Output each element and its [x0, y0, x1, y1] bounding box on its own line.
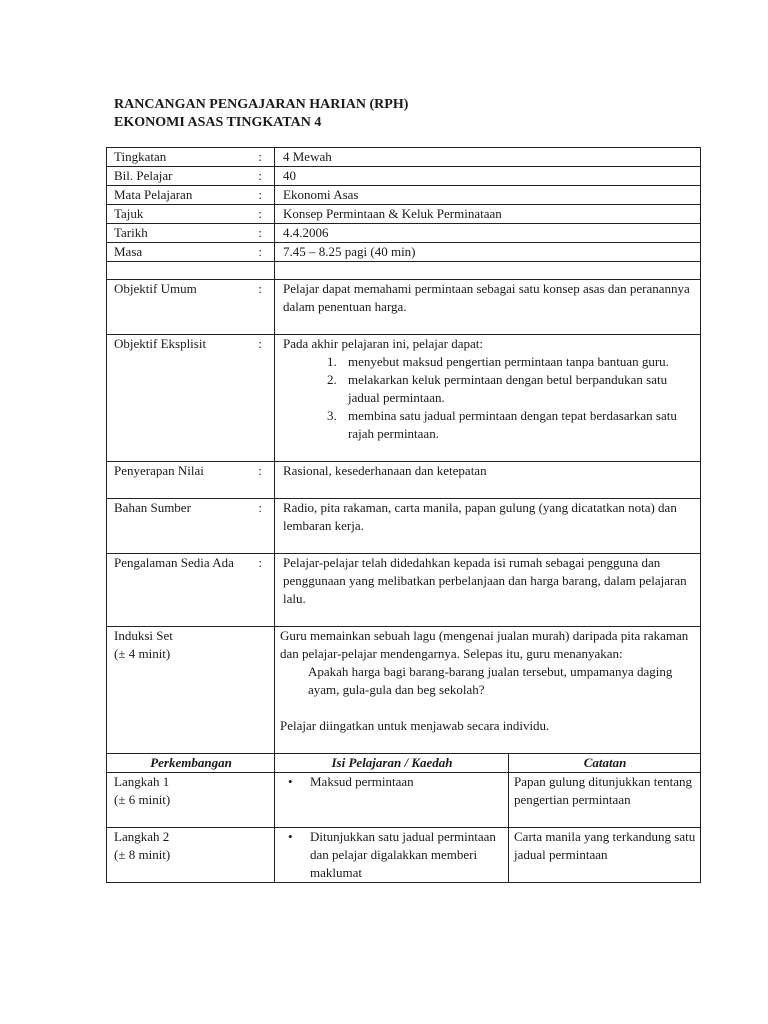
- bullet-icon: •: [288, 829, 293, 844]
- info-value: Ekonomi Asas: [275, 186, 701, 205]
- info-value: 40: [275, 167, 701, 186]
- row-time: (± 4 minit): [114, 646, 171, 661]
- header-catatan: Catatan: [509, 754, 701, 773]
- document-title: [114, 96, 408, 132]
- pengalaman-row: [107, 554, 701, 627]
- info-row: [107, 205, 701, 224]
- colon: :: [258, 206, 262, 221]
- header-isi-pelajaran: Isi Pelajaran / Kaedah: [275, 754, 509, 773]
- spacer-row: [107, 262, 701, 280]
- info-label: Mata Pelajaran: [114, 187, 193, 202]
- objektif-umum-row: [107, 280, 701, 335]
- row-label: Objektif Umum: [114, 281, 197, 296]
- step-label: Langkah 1: [114, 774, 170, 789]
- colon: :: [258, 463, 262, 478]
- info-label: Tingkatan: [114, 149, 167, 164]
- colon: :: [258, 500, 262, 515]
- row-value: Radio, pita rakaman, carta manila, papan gulung (yang dicatatkan nota) dan lembaran kerja.: [275, 499, 701, 554]
- row-label: Objektif Eksplisit: [114, 336, 207, 351]
- colon: :: [258, 555, 262, 570]
- objektif-intro: Pada akhir pelajaran ini, pelajar dapat:: [283, 336, 483, 351]
- step-label: Langkah 2: [114, 829, 170, 844]
- table-row: [107, 773, 701, 828]
- penyerapan-nilai-row: [107, 462, 701, 499]
- row-value: Rasional, kesederhanaan dan ketepatan: [275, 462, 701, 499]
- colon: :: [258, 187, 262, 202]
- row-label: Induksi Set: [114, 628, 173, 643]
- table-header-row: [107, 754, 701, 773]
- induksi-paragraph: Guru memainkan sebuah lagu (mengenai jualan murah) daripada pita rakaman dan pelajar-pelajar mendengarnya. Selepas itu, guru menanyakan:: [280, 628, 689, 661]
- colon: :: [258, 225, 262, 240]
- colon: :: [258, 281, 262, 296]
- row-label: Penyerapan Nilai: [114, 463, 204, 478]
- objektif-eksplisit-row: [107, 335, 701, 462]
- row-label: Bahan Sumber: [114, 500, 191, 515]
- induksi-question: Apakah harga bagi barang-barang jualan tersebut, umpamanya daging ayam, gula-gula dan beg sekolah?: [308, 664, 673, 697]
- list-item: 1. menyebut maksud pengertian permintaan tanpa bantuan guru.: [340, 353, 696, 371]
- bullet-icon: •: [288, 774, 293, 789]
- step-content: Maksud permintaan: [310, 774, 414, 789]
- bahan-sumber-row: [107, 499, 701, 554]
- header-perkembangan: Perkembangan: [107, 754, 275, 773]
- info-row: [107, 148, 701, 167]
- info-row: [107, 224, 701, 243]
- info-value: 4.4.2006: [275, 224, 701, 243]
- info-row: [107, 186, 701, 205]
- row-value: Pelajar-pelajar telah didedahkan kepada isi rumah sebagai pengguna dan penggunaan yang melibatkan perbelanjaan dan harga barang, dalam pelajaran lalu.: [275, 554, 701, 627]
- info-row: [107, 167, 701, 186]
- development-table: [106, 753, 701, 883]
- info-label: Tajuk: [114, 206, 144, 221]
- step-time: (± 6 minit): [114, 792, 171, 807]
- step-note: Carta manila yang terkandung satu jadual permintaan: [509, 828, 701, 883]
- table-row: [107, 828, 701, 883]
- colon: :: [258, 149, 262, 164]
- row-label: Pengalaman Sedia Ada: [114, 555, 234, 570]
- info-value: Konsep Permintaan & Keluk Perminataan: [275, 205, 701, 224]
- lesson-plan-sheet: [106, 147, 700, 883]
- step-note: Papan gulung ditunjukkan tentang pengertian permintaan: [509, 773, 701, 828]
- step-content: Ditunjukkan satu jadual permintaan dan pelajar digalakkan memberi maklumat: [310, 829, 496, 880]
- colon: :: [258, 244, 262, 259]
- induksi-row: [107, 627, 701, 754]
- list-item: 2. melakarkan keluk permintaan dengan betul berpandukan satu jadual permintaan.: [340, 371, 696, 407]
- info-label: Masa: [114, 244, 143, 259]
- colon: :: [258, 168, 262, 183]
- info-label: Bil. Pelajar: [114, 168, 173, 183]
- info-row: [107, 243, 701, 262]
- colon: :: [258, 336, 262, 351]
- info-value: 4 Mewah: [275, 148, 701, 167]
- list-item: 3. membina satu jadual permintaan dengan tepat berdasarkan satu rajah permintaan.: [340, 407, 696, 443]
- objektif-list: [283, 353, 696, 443]
- title-line-1: RANCANGAN PENGAJARAN HARIAN (RPH): [114, 97, 409, 112]
- info-label: Tarikh: [114, 225, 148, 240]
- row-value: Pelajar dapat memahami permintaan sebagai satu konsep asas dan peranannya dalam penentuan harga.: [275, 280, 701, 335]
- info-value: 7.45 – 8.25 pagi (40 min): [275, 243, 701, 262]
- title-line-2: EKONOMI ASAS TINGKATAN 4: [114, 115, 322, 130]
- info-table: [106, 147, 701, 754]
- step-time: (± 8 minit): [114, 847, 171, 862]
- induksi-paragraph: Pelajar diingatkan untuk menjawab secara individu.: [280, 718, 550, 733]
